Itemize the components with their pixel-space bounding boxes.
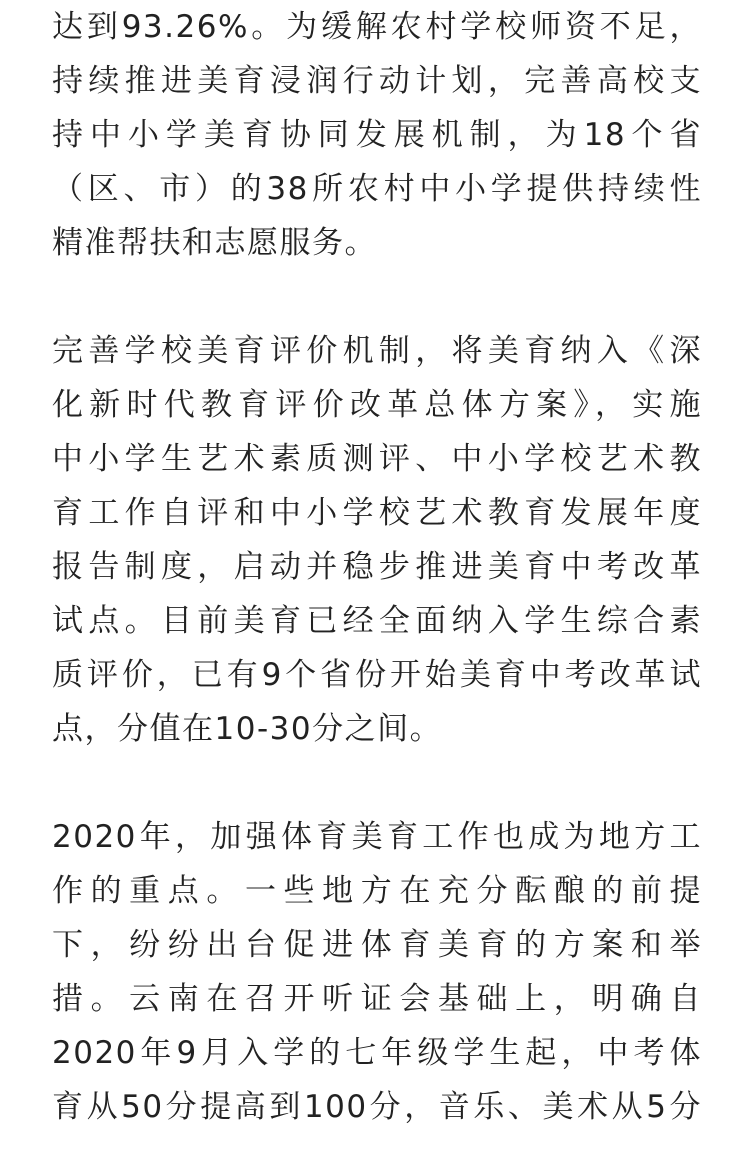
article-body — [52, 0, 702, 1134]
paragraph-spacer — [52, 756, 702, 810]
text-line: 中小学生艺术素质测评、中小学校艺术教 — [52, 441, 702, 477]
text-line: 化新时代教育评价改革总体方案》，实施 — [52, 387, 702, 423]
text-line: 作的重点。一些地方在充分酝酿的前提 — [52, 873, 702, 909]
text-line: 2020年，加强体育美育工作也成为地方工 — [52, 819, 702, 855]
text-line: 达到93.26%。为缓解农村学校师资不足， — [52, 9, 702, 45]
text-line: 点，分值在10-30分之间。 — [52, 711, 443, 747]
text-line: 2020年9月入学的七年级学生起，中考体 — [52, 1035, 702, 1071]
text-line: 试点。目前美育已经全面纳入学生综合素 — [52, 603, 702, 639]
paragraph-teacher-support — [52, 0, 702, 270]
text-line: 持中小学美育协同发展机制，为18个省 — [52, 117, 702, 153]
text-line: 下，纷纷出台促进体育美育的方案和举 — [52, 927, 702, 963]
text-line: 精准帮扶和志愿服务。 — [52, 225, 377, 261]
text-line: 完善学校美育评价机制，将美育纳入《深 — [52, 333, 702, 369]
text-line: 育工作自评和中小学校艺术教育发展年度 — [52, 495, 702, 531]
text-line: 质评价，已有9个省份开始美育中考改革试 — [52, 657, 702, 693]
text-line: 措。云南在召开听证会基础上，明确自 — [52, 981, 702, 1017]
text-line: 报告制度，启动并稳步推进美育中考改革 — [52, 549, 702, 585]
paragraph-local-measures — [52, 810, 702, 1134]
text-line: 育从50分提高到100分，音乐、美术从5分 — [52, 1089, 702, 1125]
text-line: （区、市）的38所农村中小学提供持续性 — [52, 171, 702, 207]
text-line: 持续推进美育浸润行动计划，完善高校支 — [52, 63, 702, 99]
paragraph-spacer — [52, 270, 702, 324]
paragraph-evaluation-mechanism — [52, 324, 702, 756]
